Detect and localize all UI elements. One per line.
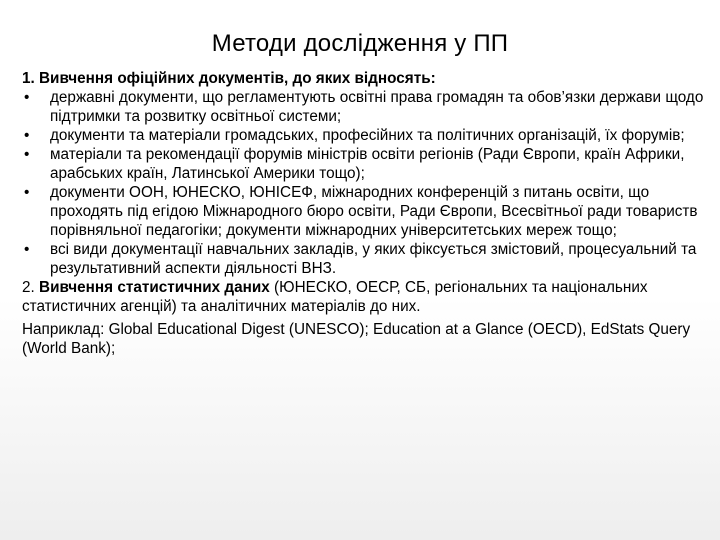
bullet-text: всі види документації навчальних закладів, у яких фіксується змістовий, процесуальний та результативний аспекти діяльності ВНЗ. [50,241,697,277]
bullet-icon: • [24,127,30,144]
bullet-item-2 [22,126,708,145]
bullet-item-5 [22,240,708,278]
section-2-paragraph [22,278,708,316]
bullet-icon: • [24,241,30,258]
slide-content [22,69,708,358]
example-paragraph: Наприклад: Global Educational Digest (UNESCO); Education at a Glance (OECD), EdStats Query (World Bank); [22,321,691,357]
section-2-number: 2. [22,279,40,296]
bullet-item-4 [22,183,708,240]
slide-title: Методи дослідження у ПП [211,30,509,57]
bullet-text: документи ООН, ЮНЕСКО, ЮНІСЕФ, міжнародних конференцій з питань освіти, що проходять під егідою Міжнародного бюро освіти, Ради Європи, Всесвітньої ради товариств порівняльної педагогіки; документи міжнародних університетських мереж тощо; [50,184,698,239]
bullet-icon: • [24,146,30,163]
bullet-item-3 [22,145,708,183]
bullet-item-1 [22,88,708,126]
bullet-icon: • [24,184,30,201]
bullet-text: матеріали та рекомендації форумів міністрів освіти регіонів (Ради Європи, країн Африки, арабських країн, Латинської Америки тощо); [50,146,685,182]
bullet-text: документи та матеріали громадських, професійних та політичних організацій, їх форумів; [50,127,685,144]
section-2-bold-heading: Вивчення статистичних даних [39,279,270,296]
section-1-heading: 1. Вивчення офіційних документів, до яких відносять: [22,70,436,87]
bullet-text: державні документи, що регламентують освітні права громадян та обов’язки держави щодо підтримки та розвитку освітньої системи; [50,89,704,125]
bullet-icon: • [24,89,30,106]
section-2-text: (ЮНЕСКО, ОЕСР, СБ, регіональних та національних статистичних агенцій) та аналітичних матеріалів до них. [22,279,648,315]
